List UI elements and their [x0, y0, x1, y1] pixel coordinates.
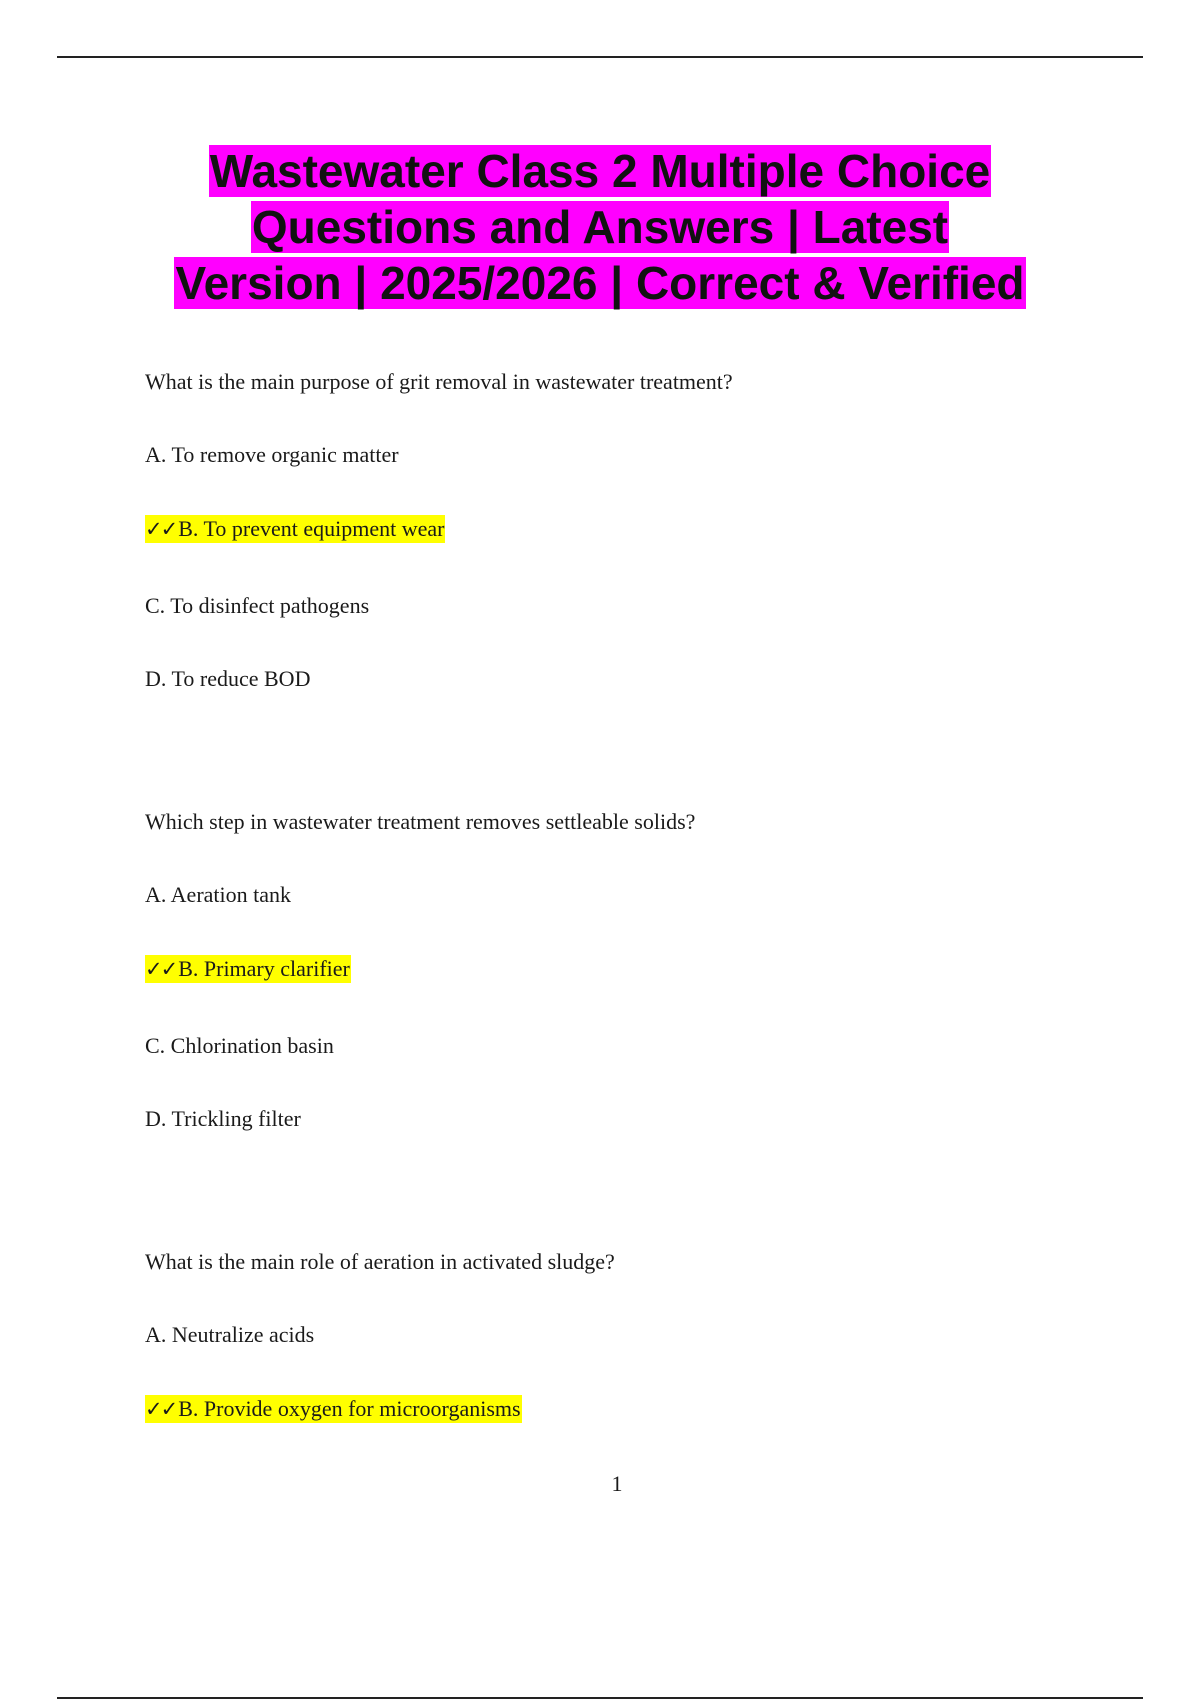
question-2-text: Which step in wastewater treatment removes settleable solids? — [145, 809, 696, 834]
option-label: B. Provide oxygen for microorganisms — [178, 1396, 521, 1421]
question-1-option-b-correct — [145, 515, 445, 543]
double-check-icon: ✓✓ — [145, 517, 177, 541]
question-2-option-d: D. Trickling filter — [145, 1106, 301, 1131]
question-3-option-a: A. Neutralize acids — [145, 1322, 315, 1347]
page-number: 1 — [611, 1471, 623, 1496]
title-line-1: Wastewater Class 2 Multiple Choice — [209, 145, 991, 197]
option-label: B. To prevent equipment wear — [178, 516, 445, 541]
header-rule — [57, 56, 1143, 58]
question-2-option-b-correct — [145, 955, 351, 983]
question-1-text: What is the main purpose of grit removal in wastewater treatment? — [145, 369, 733, 394]
double-check-icon: ✓✓ — [145, 1397, 177, 1421]
title-line-2: Questions and Answers | Latest — [251, 201, 949, 253]
question-1-option-d: D. To reduce BOD — [145, 666, 311, 691]
title-line-3: Version | 2025/2026 | Correct & Verified — [175, 257, 1025, 309]
footer-rule — [57, 1697, 1143, 1699]
question-2-option-a: A. Aeration tank — [145, 882, 292, 907]
double-check-icon: ✓✓ — [145, 957, 177, 981]
question-1-option-a: A. To remove organic matter — [145, 442, 399, 467]
question-3-text: What is the main role of aeration in activated sludge? — [145, 1249, 615, 1274]
question-2-option-c: C. Chlorination basin — [145, 1033, 334, 1058]
question-3-option-b-correct — [145, 1395, 522, 1423]
option-label: B. Primary clarifier — [178, 956, 350, 981]
document-title — [100, 143, 1100, 311]
question-1-option-c: C. To disinfect pathogens — [145, 593, 370, 618]
